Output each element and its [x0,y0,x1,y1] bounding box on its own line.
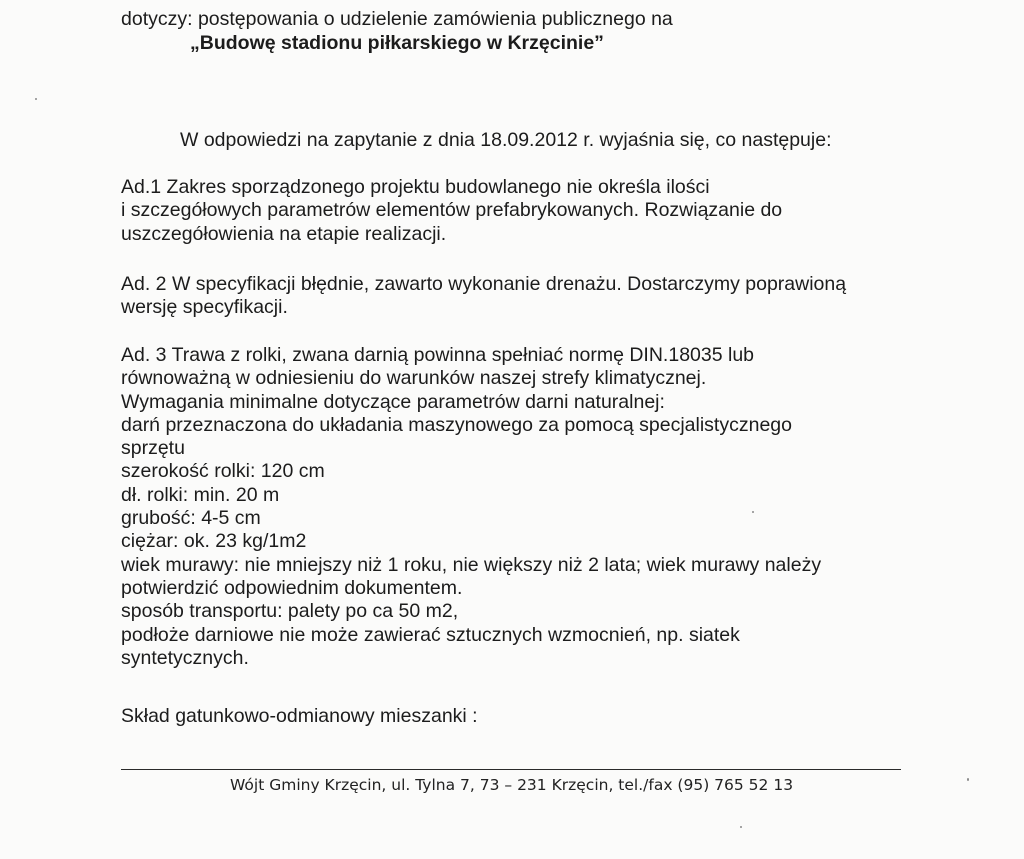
answer-3 [121,344,821,670]
answer-1-line: i szczegółowych parametrów elementów prefabrykowanych. Rozwiązanie do [121,199,783,222]
answer-1-line: uszczegółowienia na etapie realizacji. [121,222,447,245]
answer-3-line: Ad. 3 Trawa z rolki, zwana darnią powinna spełniać normę DIN.18035 lub [121,344,755,366]
answer-3-line: wiek murawy: nie mniejszy niż 1 roku, nie większy niż 2 lata; wiek murawy należy [121,553,822,576]
answer-3-line: dł. rolki: min. 20 m [121,483,280,506]
answer-3-line: grubość: 4-5 cm [121,507,261,530]
footer-address: Wójt Gminy Krzęcin, ul. Tylna 7, 73 – 231 Krzęcin, tel./fax (95) 765 52 13 [230,776,794,794]
answer-3-line: sprzętu [121,437,185,460]
answer-4-line: Skład gatunkowo-odmianowy mieszanki : [121,705,478,727]
scan-speck [740,826,742,828]
answer-2-line: Ad. 2 W specyfikacji błędnie, zawarto wykonanie drenażu. Dostarczymy poprawioną [121,273,847,295]
answer-3-line: sposób transportu: palety po ca 50 m2, [121,600,459,623]
subject-line: dotyczy: postępowania o udzielenie zamówienia publicznego na [121,8,673,30]
answer-3-line: szerokość rolki: 120 cm [121,460,325,483]
answer-1 [121,176,782,246]
answer-3-line: syntetycznych. [121,646,249,669]
answer-3-line: równoważną w odniesieniu do warunków naszej strefy klimatycznej. [121,367,707,390]
answer-4 [121,705,478,728]
footer-divider [121,769,901,770]
answer-3-line: podłoże darniowe nie może zawierać sztucznych wzmocnień, np. siatek [121,623,740,646]
answer-1-line: Ad.1 Zakres sporządzonego projektu budowlanego nie określa ilości [121,176,710,198]
answer-2-line: wersję specyfikacji. [121,296,288,319]
scan-speck [967,778,969,781]
answer-3-line: darń przeznaczona do układania maszynowego za pomocą specjalistycznego [121,413,792,436]
scan-speck [35,98,37,100]
answer-3-line: potwierdzić odpowiednim dokumentem. [121,576,463,599]
subject-title: „Budowę stadionu piłkarskiego w Krzęcinie” [190,32,604,54]
answer-3-line: ciężar: ok. 23 kg/1m2 [121,530,307,553]
answer-3-line: Wymagania minimalne dotyczące parametrów darni naturalnej: [121,390,665,413]
intro-sentence: W odpowiedzi na zapytanie z dnia 18.09.2012 r. wyjaśnia się, co następuje: [180,129,832,151]
answer-2 [121,273,846,320]
scan-speck [752,511,754,513]
